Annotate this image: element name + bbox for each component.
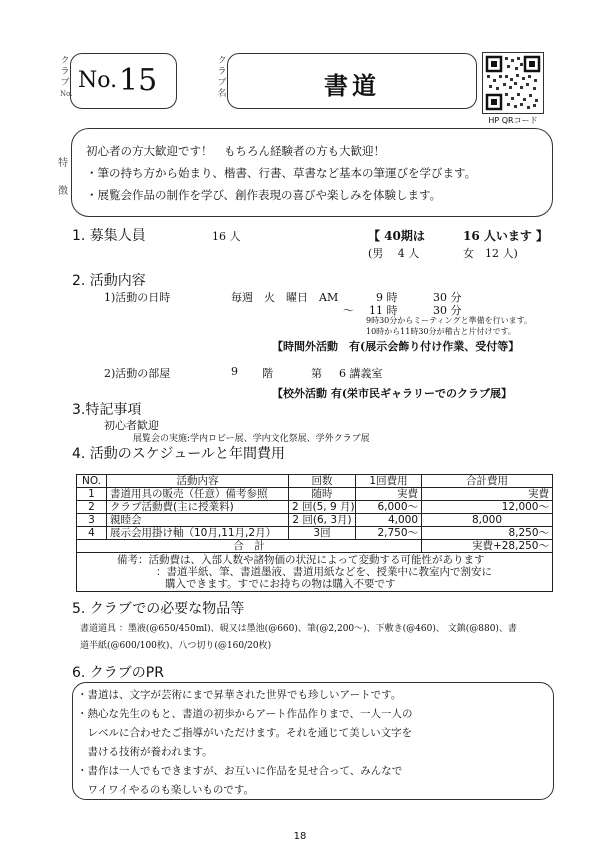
cell-total-cost: 12,000～ — [422, 501, 553, 514]
section5-title: 5. クラブでの必要な物品等 — [72, 601, 245, 617]
female-count: 女 12 人) — [463, 247, 518, 260]
table-header-row — [77, 475, 553, 488]
pr-line: ・熱心な先生のもと、書道の初歩からアート作品作りまで、一人一人の — [77, 708, 413, 720]
section2-title: 2. 活動内容 — [72, 273, 146, 289]
pr-line: ワイワイやるのも楽しいものです。 — [77, 784, 255, 796]
cell-total-cost: 実費 — [422, 488, 553, 501]
club-name-box — [227, 53, 477, 109]
time-tilde: ～ — [343, 304, 354, 317]
cell-activity: 書道用具の販売（任意）備考参照 — [107, 488, 289, 501]
table-total-row — [77, 540, 553, 553]
floor-number: 9 — [231, 365, 238, 378]
current-members-label: 【 40期は — [368, 229, 425, 243]
club-name: 書道 — [324, 71, 380, 100]
label-char: ラ — [60, 67, 70, 77]
features-line: ・展覧会作品の制作を学び、創作表現の喜びや楽しみを体験します。 — [86, 188, 442, 202]
cell-count: 2 回(5, 9 月) — [289, 501, 356, 514]
cell-activity: 親睦会 — [107, 514, 289, 527]
features-text — [86, 140, 476, 206]
section4-title: 4. 活動のスケジュールと年間費用 — [72, 446, 285, 462]
remarks-cell — [77, 553, 553, 592]
label-char: 徴 — [58, 186, 68, 197]
label-char: No. — [60, 90, 73, 98]
end-minute: 30 分 — [433, 304, 462, 317]
table-row — [77, 501, 553, 514]
start-hour: 9 時 — [376, 291, 398, 304]
table-row — [77, 488, 553, 501]
special-note-1: 初心者歓迎 — [104, 419, 159, 432]
features-line: ・筆の持ち方から始まり、楷書、行書、草書など基本の筆運びを学びます。 — [86, 166, 477, 180]
cell-no: 2 — [77, 501, 107, 514]
club-name-label — [217, 56, 227, 100]
schedule-note-2: 10時から11時30分が稽古と片付けです。 — [366, 327, 516, 336]
supplies-line-2: 道半紙(@600/100枚)、八つ切り(@160/20枚) — [80, 641, 272, 651]
pr-line: 書ける技術が養われます。 — [77, 746, 213, 758]
male-count: (男 4 人 — [368, 247, 420, 260]
club-no-label — [60, 56, 73, 100]
cell-total-cost: 8,000 — [422, 514, 553, 527]
schedule-table — [76, 474, 553, 592]
label-char: ク — [217, 56, 227, 66]
cell-unit-cost: 6,000～ — [356, 501, 422, 514]
cell-unit-cost: 2,750～ — [356, 527, 422, 540]
start-minute: 30 分 — [433, 291, 462, 304]
features-box — [71, 128, 553, 217]
total-label: 合 計 — [77, 540, 422, 553]
pr-line: ・書道は、文字が芸術にまで昇華された世界でも珍しいアートです。 — [77, 689, 402, 701]
schedule-note-1: 9時30分からミーティングと準備を行います。 — [366, 316, 532, 325]
table-row — [77, 514, 553, 527]
label-char: ブ — [60, 78, 70, 88]
section3-title: 3.特記事項 — [72, 402, 142, 418]
table-row — [77, 527, 553, 540]
remark-line: 購入できます。すでにお持ちの物は購入不要です — [165, 578, 396, 590]
offcampus-activity: 【校外活動 有(栄市民ギャラリーでのクラブ展】 — [272, 387, 513, 400]
special-note-2: 展覧会の実施:学内ロビー展、学内文化祭展、学外クラブ展 — [133, 434, 370, 444]
qr-code-icon — [483, 53, 543, 113]
cell-total-cost: 8,250～ — [422, 527, 553, 540]
remark-line: ：書道半紙、筆、書道墨液、書道用紙などを、授業中に教室内で割安に — [156, 566, 492, 578]
datetime-label: 1)活動の日時 — [104, 291, 171, 304]
current-members-value: 16 人います 】 — [463, 229, 549, 243]
club-number-box — [70, 53, 177, 109]
qr-caption: HP QRコード — [488, 116, 538, 125]
page-number: 18 — [293, 831, 307, 842]
cell-unit-cost: 実費 — [356, 488, 422, 501]
cell-unit-cost: 4,000 — [356, 514, 422, 527]
recruit-count: 16 人 — [212, 230, 241, 243]
club-no-prefix: No. — [78, 68, 118, 93]
total-value: 実費+28,250～ — [422, 540, 553, 553]
features-line: 初心者の方大歓迎です！ もちろん経験者の方も大歓迎！ — [86, 144, 385, 158]
end-hour: 11 時 — [369, 304, 398, 317]
header-cell: 1回費用 — [356, 475, 422, 488]
room-label: 2)活動の部屋 — [104, 367, 171, 380]
room-prefix: 第 — [311, 367, 322, 380]
label-char: ラ — [217, 67, 227, 77]
cell-count: 随時 — [289, 488, 356, 501]
features-label — [58, 150, 68, 206]
cell-activity: 展示会用掛け軸（10月,11月,2月） — [107, 527, 289, 540]
section1-title: 1. 募集人員 — [72, 228, 146, 244]
pr-line: ・書作は一人でもできますが、お互いに作品を見せ合って、みんなで — [77, 765, 403, 777]
label-char: 名 — [217, 89, 227, 99]
floor-unit: 階 — [262, 367, 273, 380]
header-cell: NO. — [77, 475, 107, 488]
overtime-activity: 【時間外活動 有(展示会飾り付け作業、受付等】 — [272, 340, 520, 353]
room-name: 6 講義室 — [339, 367, 383, 380]
cell-count: 2 回(6, 3月) — [289, 514, 356, 527]
pr-text — [77, 686, 412, 800]
cell-count: 3回 — [289, 527, 356, 540]
table-remarks-row — [77, 553, 553, 592]
qr-code[interactable] — [482, 52, 544, 114]
cell-activity: クラブ活動費(主に授業料) — [107, 501, 289, 514]
weekly-day: 毎週 火 曜日 AM — [231, 291, 339, 304]
section6-title: 6. クラブのPR — [72, 665, 164, 681]
supplies-line-1: 書道道具 ：墨液(@650/450ml)、硯又は墨池(@660)、筆(@2,200～)、下敷き(@460)、 文鎮(@880)、書 — [80, 624, 517, 634]
label-char: 特 — [58, 158, 68, 169]
header-cell: 活動内容 — [107, 475, 289, 488]
pr-line: レベルに合わせたご指導がいただけます。それを通じて美しい文字を — [77, 727, 413, 739]
pr-box — [72, 682, 554, 800]
label-char: ク — [60, 56, 70, 66]
remark-line: 備考：活動費は、入部人数や諸物価の状況によって変動する可能性があります — [117, 554, 485, 566]
cell-no: 1 — [77, 488, 107, 501]
header-cell: 回数 — [289, 475, 356, 488]
club-no-value: 15 — [119, 63, 158, 98]
cell-no: 3 — [77, 514, 107, 527]
label-char: ブ — [217, 78, 227, 88]
header-cell: 合計費用 — [422, 475, 553, 488]
cell-no: 4 — [77, 527, 107, 540]
